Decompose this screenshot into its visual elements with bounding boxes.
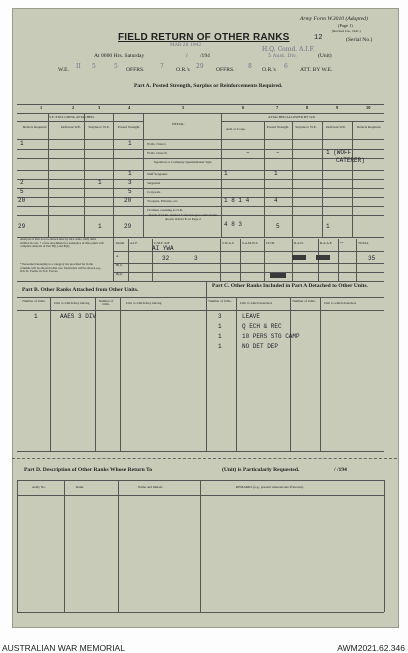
form-number: Army Form W.3010 (Adapted) bbox=[300, 16, 368, 22]
col-line bbox=[264, 121, 265, 237]
val-a-cmf: 3 bbox=[194, 255, 198, 262]
row-line bbox=[17, 206, 384, 207]
col-line bbox=[143, 113, 144, 237]
hdr-r-deficient: Deficient W.E. bbox=[325, 125, 347, 129]
footer-right: AWM2021.62.346 bbox=[337, 643, 405, 653]
val-r6c1: 5 bbox=[20, 188, 24, 195]
analysis-header: C.M.F. AIF bbox=[154, 241, 170, 245]
col-line bbox=[128, 239, 129, 281]
val-r7c4: 20 bbox=[124, 197, 132, 204]
val-tot-a: 4 8 3 bbox=[224, 221, 243, 228]
column-number: 3 bbox=[98, 105, 101, 110]
rule bbox=[17, 612, 384, 613]
date-sep: / bbox=[186, 53, 188, 59]
group-left-header: W.E. EXCLUDING ATTACHED. bbox=[48, 115, 95, 119]
col-line bbox=[290, 297, 291, 451]
column-number: 1 bbox=[40, 105, 43, 110]
redaction-block bbox=[316, 255, 330, 260]
val-r1c4: 1 bbox=[128, 140, 132, 147]
we-label: W.E. bbox=[58, 67, 69, 73]
col-line bbox=[84, 113, 85, 237]
row-label: Squadron or Company Quartermaster Sgts. bbox=[153, 160, 213, 164]
val-r7a: 1 8 1 4 bbox=[224, 197, 250, 204]
column-number: 9 bbox=[336, 105, 339, 110]
c-hdr-unit-1: Unit to which detached. bbox=[240, 301, 273, 305]
ors-label: O.R.'s bbox=[176, 67, 190, 73]
d-hdr-army-no: Army No. bbox=[32, 485, 46, 489]
hdr-defects-required: Defects Required. bbox=[22, 125, 48, 129]
analysis-row-label: B(1) bbox=[116, 263, 123, 267]
analysis-note-2: * Personnel belonging to a category not provided for in the columns will be shown in this row. Particulars will be shown e.g., in U.K. Forms, in N.Z. Forces. bbox=[20, 262, 102, 274]
unit-label: (Unit) bbox=[318, 53, 332, 59]
row-line bbox=[17, 197, 384, 198]
rule bbox=[17, 451, 384, 452]
val-r5c3: 1 bbox=[98, 179, 102, 186]
part-d-heading-date: / /194 bbox=[334, 467, 347, 473]
d-hdr-rank: Rank. bbox=[76, 485, 85, 489]
row-line bbox=[113, 272, 384, 273]
column-number: 4 bbox=[128, 105, 131, 110]
d-hdr-name: Name and Initials. bbox=[138, 485, 163, 489]
hdr-r-defects: Defects Required. bbox=[356, 125, 382, 129]
val-r4b: 1 bbox=[274, 170, 278, 177]
hw-unit-1: H.Q. Comd. A.I.F. bbox=[262, 46, 315, 53]
analysis-header: S.A.M.W.S. bbox=[242, 241, 259, 245]
rule bbox=[17, 310, 384, 311]
col-line bbox=[113, 113, 114, 237]
year-field: /194 bbox=[200, 53, 210, 59]
c-entry-num: 3 bbox=[218, 313, 222, 320]
footer-left: AUSTRALIAN WAR MEMORIAL bbox=[2, 643, 125, 653]
c-entry-unit: NO DET DEP bbox=[242, 343, 279, 350]
c-entry-unit: Q ECH & REC bbox=[242, 323, 282, 330]
val-caterer: CATERER) bbox=[336, 157, 365, 164]
c-entry-num: 1 bbox=[218, 323, 222, 330]
rule bbox=[206, 297, 384, 298]
at-line: At 0600 Hrs. Saturday bbox=[94, 53, 145, 59]
val-tot-c3: 1 bbox=[98, 223, 102, 230]
b-hdr-num-1: Number of O.Rs. bbox=[22, 299, 46, 303]
val-r4c4: 1 bbox=[128, 170, 132, 177]
column-number: 7 bbox=[276, 105, 279, 110]
row-label: Civilians counting as O.R. bbox=[147, 208, 183, 212]
col-line bbox=[221, 113, 222, 237]
hw-ors: 29 bbox=[196, 63, 204, 70]
row-label: Sergeants bbox=[147, 181, 161, 185]
row-label: Staff Sergeants bbox=[147, 172, 168, 176]
c-hdr-num-1: Number of O.Rs. bbox=[208, 299, 232, 303]
rule bbox=[17, 297, 206, 298]
col-line bbox=[292, 239, 293, 281]
col-line bbox=[206, 281, 207, 451]
col-line bbox=[338, 239, 339, 281]
offrs-label: OFFRS. bbox=[126, 67, 145, 73]
ors-label-2: O.R.'s bbox=[262, 67, 276, 73]
detail-header: DETAIL. bbox=[172, 122, 185, 126]
analysis-header: ** bbox=[340, 241, 344, 245]
hw-we-3: 5 bbox=[114, 63, 118, 70]
hdr-surplus: Surplus to W.E. bbox=[88, 125, 110, 129]
redaction-block bbox=[270, 273, 286, 278]
column-number: 2 bbox=[72, 105, 75, 110]
analysis-header: TOTAL bbox=[358, 241, 369, 245]
col-line bbox=[236, 297, 237, 451]
hw-offrs: 7 bbox=[160, 63, 164, 70]
hdr-arm-corps: Arm or Corps. bbox=[226, 127, 246, 131]
analysis-header: Detail bbox=[116, 241, 125, 245]
form-page: (Page 1) bbox=[338, 23, 353, 28]
hw-we-1: II bbox=[76, 63, 81, 70]
b-hdr-unit-1: Unit to which they belong bbox=[54, 301, 90, 305]
c-entry-unit: LEAVE bbox=[242, 313, 261, 320]
form-revised: (Revised Jan., 1941.) bbox=[332, 29, 361, 33]
col-line bbox=[264, 239, 265, 281]
val-a-aif: 32 bbox=[162, 255, 170, 262]
part-d-heading: Part D. Description of Other Ranks Whose Return To bbox=[24, 467, 152, 473]
val-r5c1: 2 bbox=[20, 179, 24, 186]
column-number: 8 bbox=[306, 105, 309, 110]
analysis-header: CIVIL bbox=[266, 241, 276, 245]
col-line bbox=[95, 297, 96, 451]
analysis-header: A.I.F. bbox=[130, 241, 138, 245]
analysis-row-label: A bbox=[116, 254, 119, 258]
col-line bbox=[48, 113, 49, 237]
serial-label: (Serial No.) bbox=[346, 37, 373, 43]
b-entry-num: 1 bbox=[34, 313, 38, 320]
val-r4a: 1 bbox=[224, 170, 228, 177]
hdr-posted: Posted Strength. bbox=[117, 125, 141, 129]
col-line bbox=[17, 480, 18, 612]
b-hdr-num-2: Number of O.Rs. bbox=[98, 299, 114, 307]
col-line bbox=[384, 480, 385, 612]
column-number: 10 bbox=[366, 105, 371, 110]
offrs-label-2: OFFRS. bbox=[216, 67, 235, 73]
val-tot-c4: 29 bbox=[124, 223, 132, 230]
val-tot-c1: 29 bbox=[18, 223, 26, 230]
val-a-aif-top: AI YWA bbox=[152, 245, 174, 252]
col-line bbox=[352, 121, 353, 237]
analysis-note: Analysis of Part A to be shown here by ALL units. Only units entitled in cols. 7 of the attachment for assistance of this return will complete analysis of Part B(1) and B(2). bbox=[20, 237, 104, 249]
col-line bbox=[118, 480, 119, 612]
col-line bbox=[356, 239, 357, 281]
row-line bbox=[17, 179, 384, 180]
hw-unit-2: 5 Aust. Div. bbox=[268, 53, 297, 59]
group-right-header: ATTACHED ALLOWED BY W.E. bbox=[268, 115, 316, 119]
analysis-header: S.W.A.S. bbox=[222, 241, 235, 245]
rule bbox=[17, 281, 384, 282]
val-tot-c: 1 bbox=[326, 223, 330, 230]
form-title: FIELD RETURN OF OTHER RANKS bbox=[118, 32, 290, 43]
col-line bbox=[292, 121, 293, 237]
rule bbox=[17, 113, 384, 114]
col-line bbox=[113, 237, 114, 281]
hdr-r-posted: Posted Strength. bbox=[266, 125, 290, 129]
analysis-header: R.A.A.F. bbox=[320, 241, 333, 245]
val-dash-1: – bbox=[246, 149, 250, 156]
totals-label: Totals of O.Rs. marked * should agree with details shown in Part E on Page 2 bbox=[148, 213, 218, 221]
val-r7b: 4 bbox=[274, 197, 278, 204]
analysis-header: R.A.N. bbox=[294, 241, 304, 245]
column-number: 6 bbox=[242, 105, 245, 110]
col-line bbox=[50, 297, 51, 451]
serial-value: 12 bbox=[314, 34, 323, 42]
hw-we-2: 5 bbox=[92, 63, 96, 70]
val-r6c4: 5 bbox=[128, 188, 132, 195]
hdr-r-surplus: Surplus to W.E. bbox=[295, 125, 317, 129]
val-dash-2: – bbox=[276, 149, 280, 156]
val-woff: 1 (WOFF bbox=[326, 149, 352, 156]
val-r1c1: 1 bbox=[20, 140, 24, 147]
date-stamp: MAR 28 1942 bbox=[170, 43, 202, 48]
c-entry-num: 1 bbox=[218, 343, 222, 350]
row-line bbox=[17, 158, 384, 159]
row-label: W.Os. Class I. bbox=[147, 142, 167, 146]
analysis-row-label: B(2) bbox=[116, 272, 123, 276]
column-number: 5 bbox=[182, 105, 185, 110]
val-r5c4: 3 bbox=[128, 179, 132, 186]
redaction-block bbox=[292, 255, 306, 260]
rule bbox=[17, 121, 143, 122]
col-line bbox=[320, 297, 321, 451]
part-b-heading: Part B. Other Ranks Attached from Other Units. bbox=[22, 287, 139, 293]
col-line bbox=[318, 239, 319, 281]
col-line bbox=[200, 480, 201, 612]
part-c-heading: Part C. Other Ranks Included in Part A Detached to Other Units. bbox=[212, 283, 368, 289]
part-d-heading-tail: (Unit) is Particularly Requested. bbox=[222, 467, 300, 473]
hdr-deficient: Deficient W.E. bbox=[60, 125, 82, 129]
row-line bbox=[17, 188, 384, 189]
val-tot-b: 5 bbox=[276, 223, 280, 230]
row-label: Troopers, Privates, etc. bbox=[147, 199, 179, 203]
c-hdr-num-2: Number of O.Rs. bbox=[292, 299, 316, 303]
rule bbox=[17, 139, 384, 140]
row-label: Corporals bbox=[147, 190, 161, 194]
col-line bbox=[220, 239, 221, 281]
att-by-we: ATT. BY W.E. bbox=[300, 67, 333, 73]
val-a-total: 35 bbox=[368, 255, 376, 262]
perforation bbox=[12, 458, 397, 459]
row-line bbox=[17, 170, 384, 171]
rule bbox=[221, 121, 384, 122]
row-label: W.Os. Class II. bbox=[147, 151, 168, 155]
c-hdr-unit-2: Unit to which detached. bbox=[324, 301, 357, 305]
col-line bbox=[240, 239, 241, 281]
val-r7c1: 20 bbox=[18, 197, 26, 204]
col-line bbox=[64, 480, 65, 612]
col-line bbox=[322, 121, 323, 237]
c-entry-unit: 10 PERS STG CAMP bbox=[242, 333, 300, 340]
hw-offrs-2: 8 bbox=[248, 63, 252, 70]
d-hdr-remarks: REMARKS (e.g., present whereabouts if known). bbox=[236, 485, 304, 489]
row-line bbox=[113, 263, 384, 264]
col-line bbox=[120, 297, 121, 451]
b-entry-unit: AAES 3 DIV bbox=[60, 313, 97, 320]
part-a-heading: Part A. Posted Strength, Surplus or Reinforcements Required. bbox=[134, 83, 283, 89]
b-hdr-unit-2: Unit to which they belong bbox=[126, 301, 162, 305]
hw-ors-2: 6 bbox=[284, 63, 288, 70]
c-entry-num: 1 bbox=[218, 333, 222, 340]
